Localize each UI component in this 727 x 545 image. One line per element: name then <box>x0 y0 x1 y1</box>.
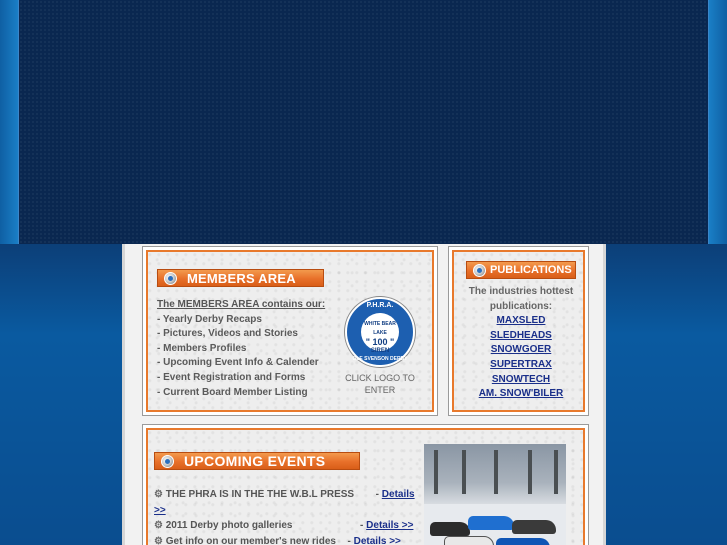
upcoming-events-header[interactable] <box>154 452 360 470</box>
publication-link-snowtech[interactable]: SNOWTECH <box>491 373 551 385</box>
logo-line3: SIREN <box>370 348 390 354</box>
bullet-icon <box>161 455 174 468</box>
publications-title: PUBLICATIONS <box>490 264 572 276</box>
phra-logo-button[interactable] <box>345 297 415 367</box>
publications-intro: The industries hottest publications: <box>468 286 574 312</box>
event-text: THE PHRA IS IN THE THE W.B.L PRESS <box>165 489 355 500</box>
main-content <box>122 244 606 545</box>
event-item <box>154 534 416 545</box>
publication-link-sledheads[interactable]: SLEDHEADS <box>490 329 552 341</box>
members-item: - Members Profiles <box>157 342 247 354</box>
logo-top-text: P.H.R.A. <box>366 302 394 309</box>
bullet-icon <box>473 264 486 277</box>
events-panel <box>142 424 589 545</box>
members-item: - Yearly Derby Recaps <box>157 313 262 325</box>
side-panel-right <box>606 244 727 545</box>
logo-bottom-text: OLE SVENSON DERBY <box>352 356 408 362</box>
event-text: Get info on our member's new rides <box>165 535 336 545</box>
snowmobile-photo[interactable] <box>424 444 566 545</box>
members-panel <box>142 246 438 416</box>
events-list <box>154 487 416 545</box>
members-area-header[interactable] <box>157 269 324 287</box>
publications-header[interactable] <box>466 261 576 279</box>
side-panel-left <box>0 244 122 545</box>
bullet-icon <box>164 272 177 285</box>
event-separator: - <box>375 489 380 500</box>
members-panel-inner <box>146 250 434 412</box>
logo-line1: WHITE BEAR LAKE <box>364 321 396 336</box>
publications-list <box>458 285 584 402</box>
publication-link-snowgoer[interactable]: SNOWGOER <box>490 344 552 356</box>
logo-caption[interactable]: CLICK LOGO TO ENTER <box>345 373 415 395</box>
event-details-link[interactable]: Details >> <box>366 520 414 531</box>
event-separator: - <box>347 535 351 545</box>
gear-bullet-icon: ⚙ <box>154 520 163 531</box>
event-item <box>154 487 416 518</box>
members-description <box>157 298 342 400</box>
publication-link-maxsled[interactable]: MAXSLED <box>496 315 546 327</box>
publication-link-amsnowbiler[interactable]: AM. SNOW'BILER <box>478 388 564 400</box>
upcoming-events-title: UPCOMING EVENTS <box>184 453 326 469</box>
gear-bullet-icon: ⚙ <box>154 535 163 545</box>
members-intro-link[interactable]: The MEMBERS AREA contains our: <box>157 299 326 310</box>
event-separator: - <box>360 520 364 531</box>
publications-panel-inner <box>452 250 585 412</box>
gear-bullet-icon: ⚙ <box>154 489 163 500</box>
members-area-title: MEMBERS AREA <box>187 270 296 286</box>
events-panel-inner <box>146 428 585 545</box>
members-item: - Pictures, Videos and Stories <box>157 328 298 340</box>
members-item: - Current Board Member Listing <box>157 386 308 398</box>
event-item <box>154 518 416 534</box>
event-details-link[interactable]: Details >> <box>353 535 401 545</box>
publication-link-supertrax[interactable]: SUPERTRAX <box>490 358 552 370</box>
event-text: 2011 Derby photo galleries <box>165 520 293 531</box>
logo-core <box>361 313 399 354</box>
publications-panel <box>448 246 589 416</box>
members-item: - Event Registration and Forms <box>157 371 306 383</box>
event-details-link[interactable]: Details >> <box>154 489 415 516</box>
header-banner <box>18 0 709 244</box>
logo-line2: " 100 " <box>365 337 395 347</box>
members-item: - Upcoming Event Info & Calender <box>157 357 319 369</box>
